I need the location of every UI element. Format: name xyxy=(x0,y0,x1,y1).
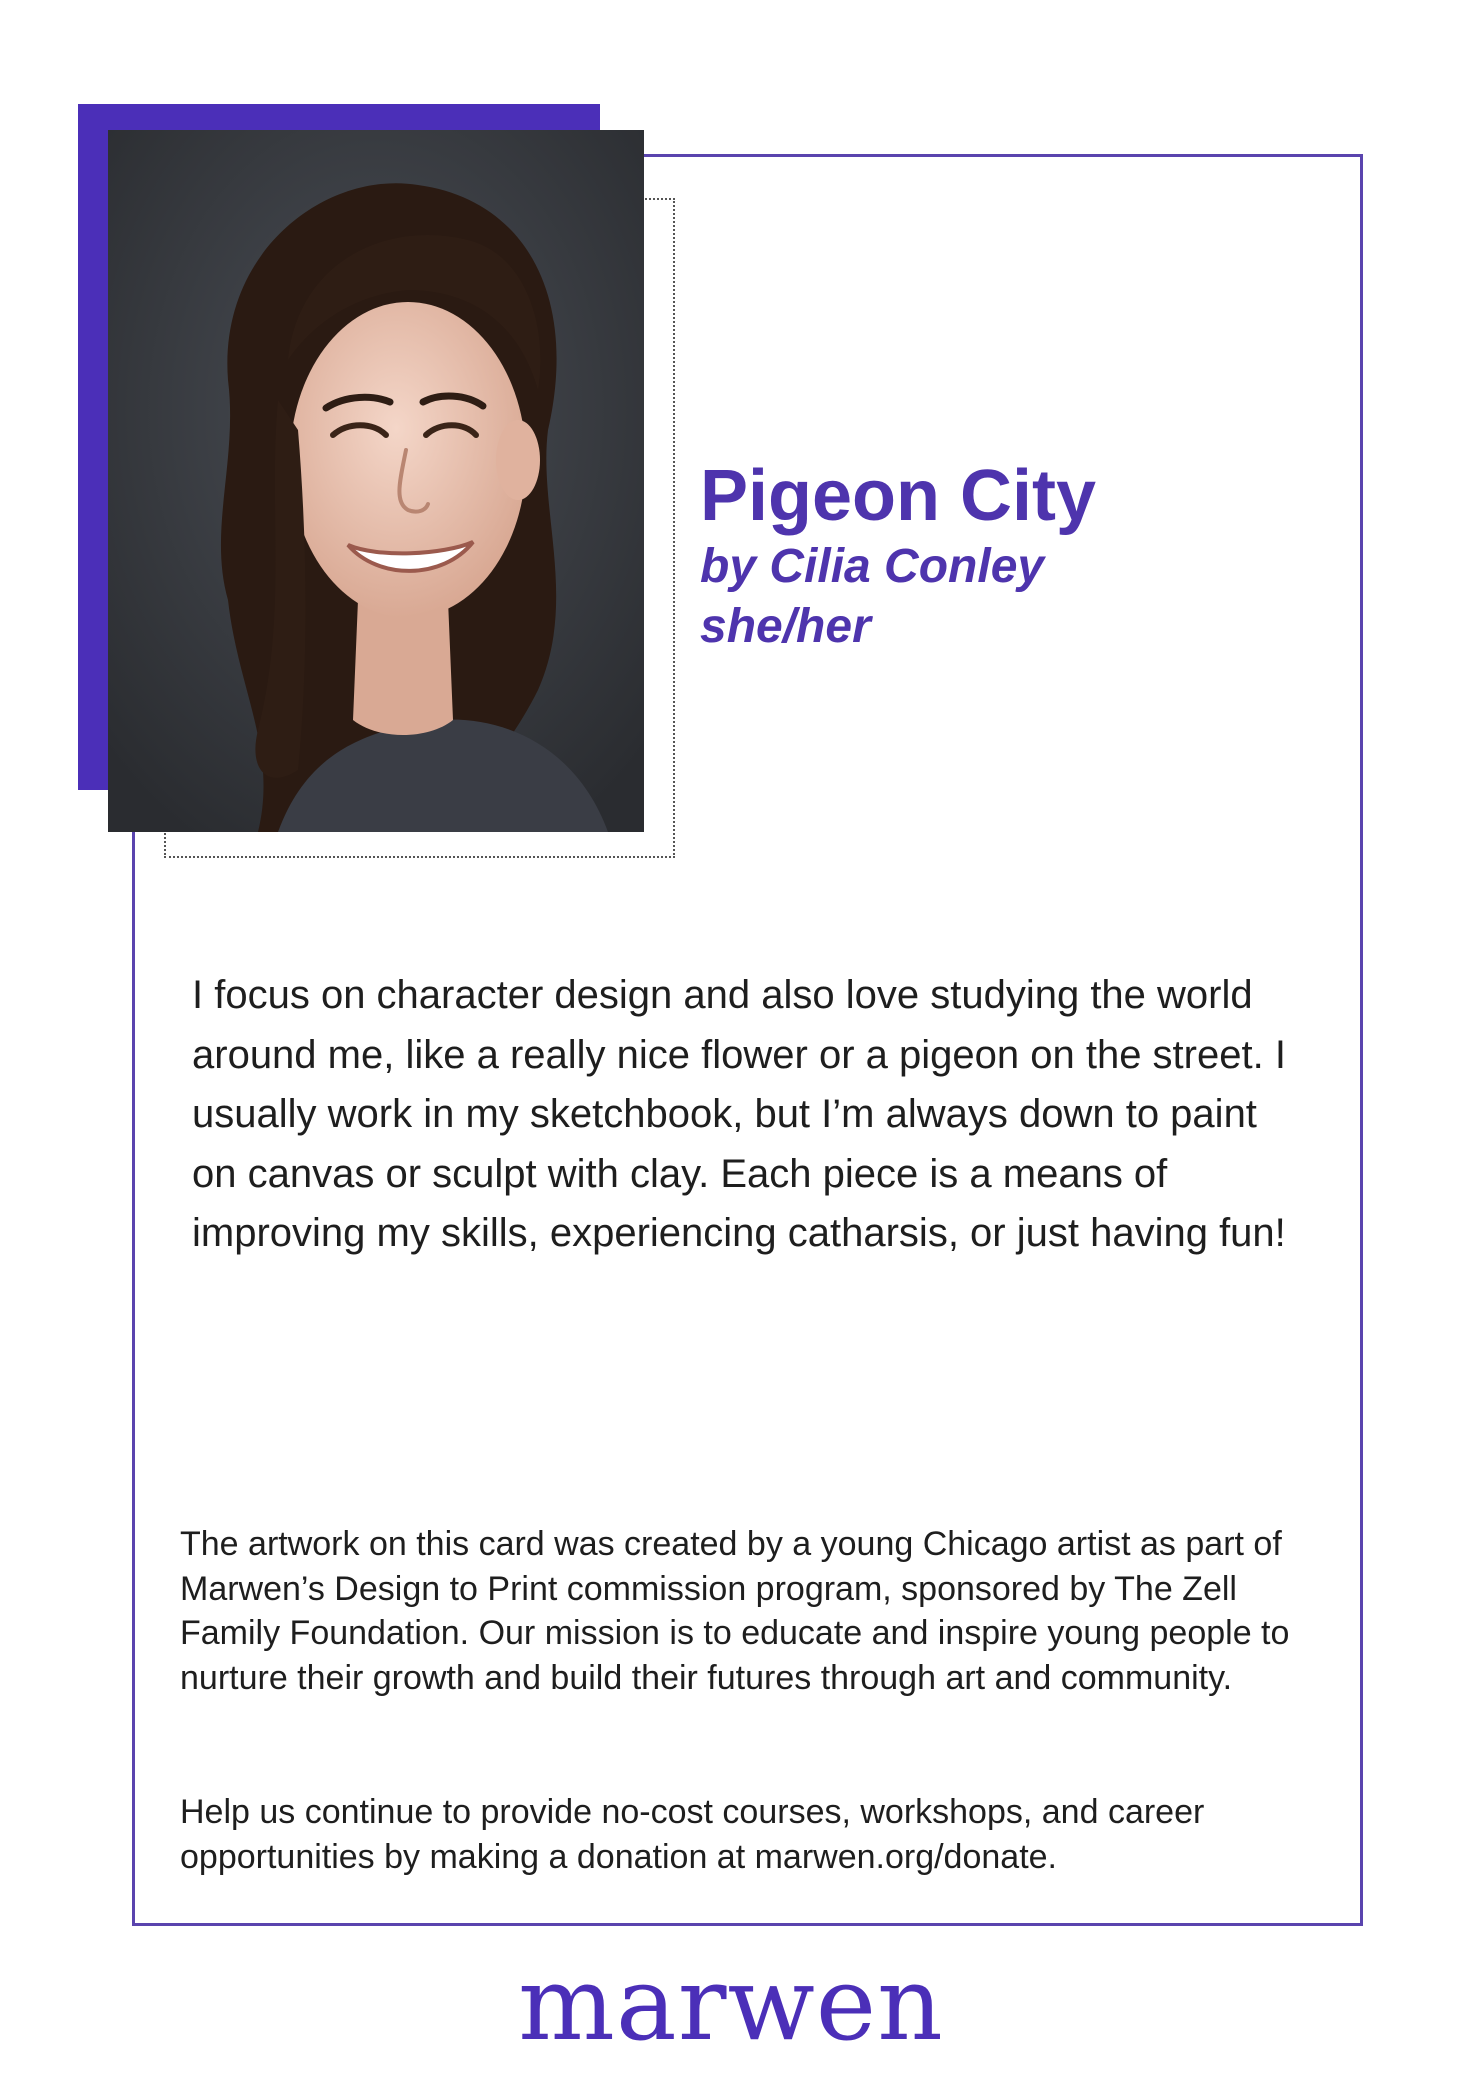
artist-statement: I focus on character design and also love studying the world around me, like a really nice flower or a pigeon on the street. I usually work in my sketchbook, but I’m always down to paint on canvas or sculpt with clay. Each piece is a means of improving my skills, experiencing catharsis, or just having fun! xyxy=(192,973,1286,1255)
artist-pronouns: she/her xyxy=(700,600,871,653)
artist-portrait-photo xyxy=(108,130,644,832)
artist-byline: by Cilia Conley xyxy=(700,540,1045,593)
artwork-title: Pigeon City xyxy=(700,456,1097,536)
program-description: The artwork on this card was created by a young Chicago artist as part of Marwen’s Design to Print commission program, sponsored by The Zell Family Foundation. Our mission is to educate and inspire young people to nurture their growth and build their futures through art and community. xyxy=(180,1525,1290,1697)
portrait-illustration xyxy=(108,130,644,832)
donation-appeal: Help us continue to provide no-cost courses, workshops, and career opportunities by making a donation at marwen.org/donate. xyxy=(180,1793,1205,1876)
artwork-heading xyxy=(700,455,1096,657)
marwen-logo: marwen xyxy=(518,1945,944,2064)
